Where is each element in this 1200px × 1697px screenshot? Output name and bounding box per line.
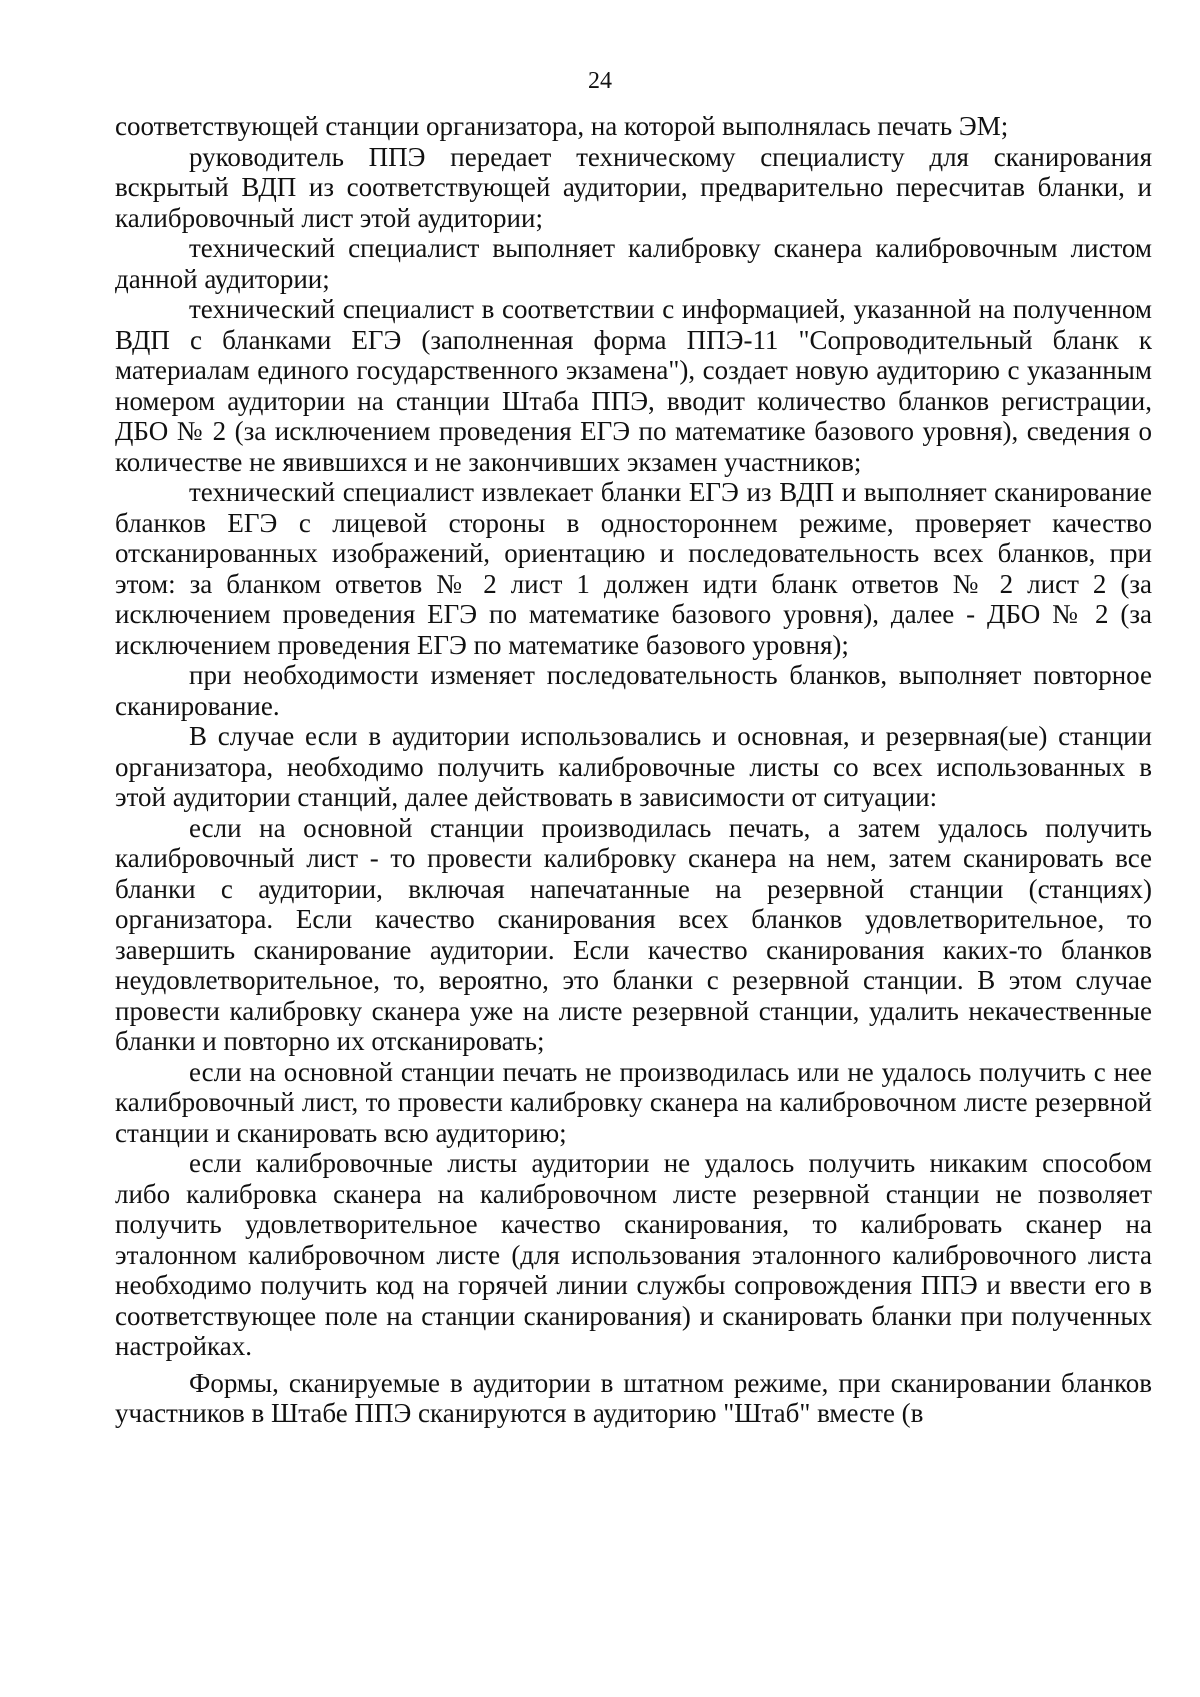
paragraph-manager-hands-over: руководитель ППЭ передает техническому специалисту для сканирования вскрытый ВДП из соответствующей аудитории, предварительно пересчитав бланки, и калибровочный лист этой аудитории; — [115, 141, 1152, 233]
paragraph-reserve-stations: В случае если в аудитории использовались и основная, и резервная(ые) станции организатора, необходимо получить калибровочные листы со всех использованных в этой аудитории станций, далее действовать в зависимости от ситуации: — [115, 721, 1152, 812]
document-body — [115, 111, 1152, 1429]
paragraph-scanner-calibration: технический специалист выполняет калибровку сканера калибровочным листом данной аудитории; — [115, 233, 1152, 294]
paragraph-reference-calibration: если калибровочные листы аудитории не удалось получить никаким способом либо калибровка сканера на калибровочном листе резервной станции не позволяет получить удовлетворительное качество сканирования, то калибровать сканер на эталонном калибровочном листе (для использования эталонного калибровочного листа необходимо получить код на горячей линии службы сопровождения ППЭ и ввести его в соответствующее поле на станции сканирования) и сканировать бланки при полученных настройках. — [115, 1148, 1152, 1361]
page-number: 24 — [588, 68, 612, 94]
paragraph-continuation: соответствующей станции организатора, на которой выполнялась печать ЭМ; — [115, 111, 1009, 141]
paragraph-extract-and-scan: технический специалист извлекает бланки ЕГЭ из ВДП и выполняет сканирование бланков ЕГЭ с лицевой стороны в одностороннем режиме, проверяет качество отсканированных изображений, ориентацию и последовательность всех бланков, при этом: за бланком ответов № 2 лист 1 должен идти бланк ответов № 2 лист 2 (за исключением проведения ЕГЭ по математике базового уровня), далее - ДБО № 2 (за исключением проведения ЕГЭ по математике базового уровня); — [115, 477, 1152, 660]
paragraph-create-auditorium: технический специалист в соответствии с информацией, указанной на полученном ВДП с бланками ЕГЭ (заполненная форма ППЭ-11 "Сопроводительный бланк к материалам единого государственного экзамена"), создает новую аудиторию с указанным номером аудитории на станции Штаба ППЭ, вводит количество бланков регистрации, ДБО № 2 (за исключением проведения ЕГЭ по математике базового уровня), сведения о количестве не явившихся и не закончивших экзамен участников; — [115, 294, 1152, 477]
paragraph-main-station-not-printed: если на основной станции печать не производилась или не удалось получить с нее калибровочный лист, то провести калибровку сканера на калибровочном листе резервной станции и сканировать всю аудиторию; — [115, 1056, 1152, 1148]
paragraph-forms-scanned-hq: Формы, сканируемые в аудитории в штатном режиме, при сканировании бланков участников в Штабе ППЭ сканируются в аудиторию "Штаб" вместе (в — [115, 1367, 1152, 1428]
paragraph-rescan: при необходимости изменяет последовательность бланков, выполняет повторное сканирование. — [115, 660, 1152, 721]
paragraph-main-station-printed: если на основной станции производилась печать, а затем удалось получить калибровочный лист - то провести калибровку сканера на нем, затем сканировать все бланки с аудитории, включая напечатанные на резервной станции (станциях) организатора. Если качество сканирования всех бланков удовлетворительное, то завершить сканирование аудитории. Если качество сканирования каких-то бланков неудовлетворительное, то, вероятно, это бланки с резервной станции. В этом случае провести калибровку сканера уже на листе резервной станции, удалить некачественные бланки и повторно их отсканировать; — [115, 812, 1152, 1056]
